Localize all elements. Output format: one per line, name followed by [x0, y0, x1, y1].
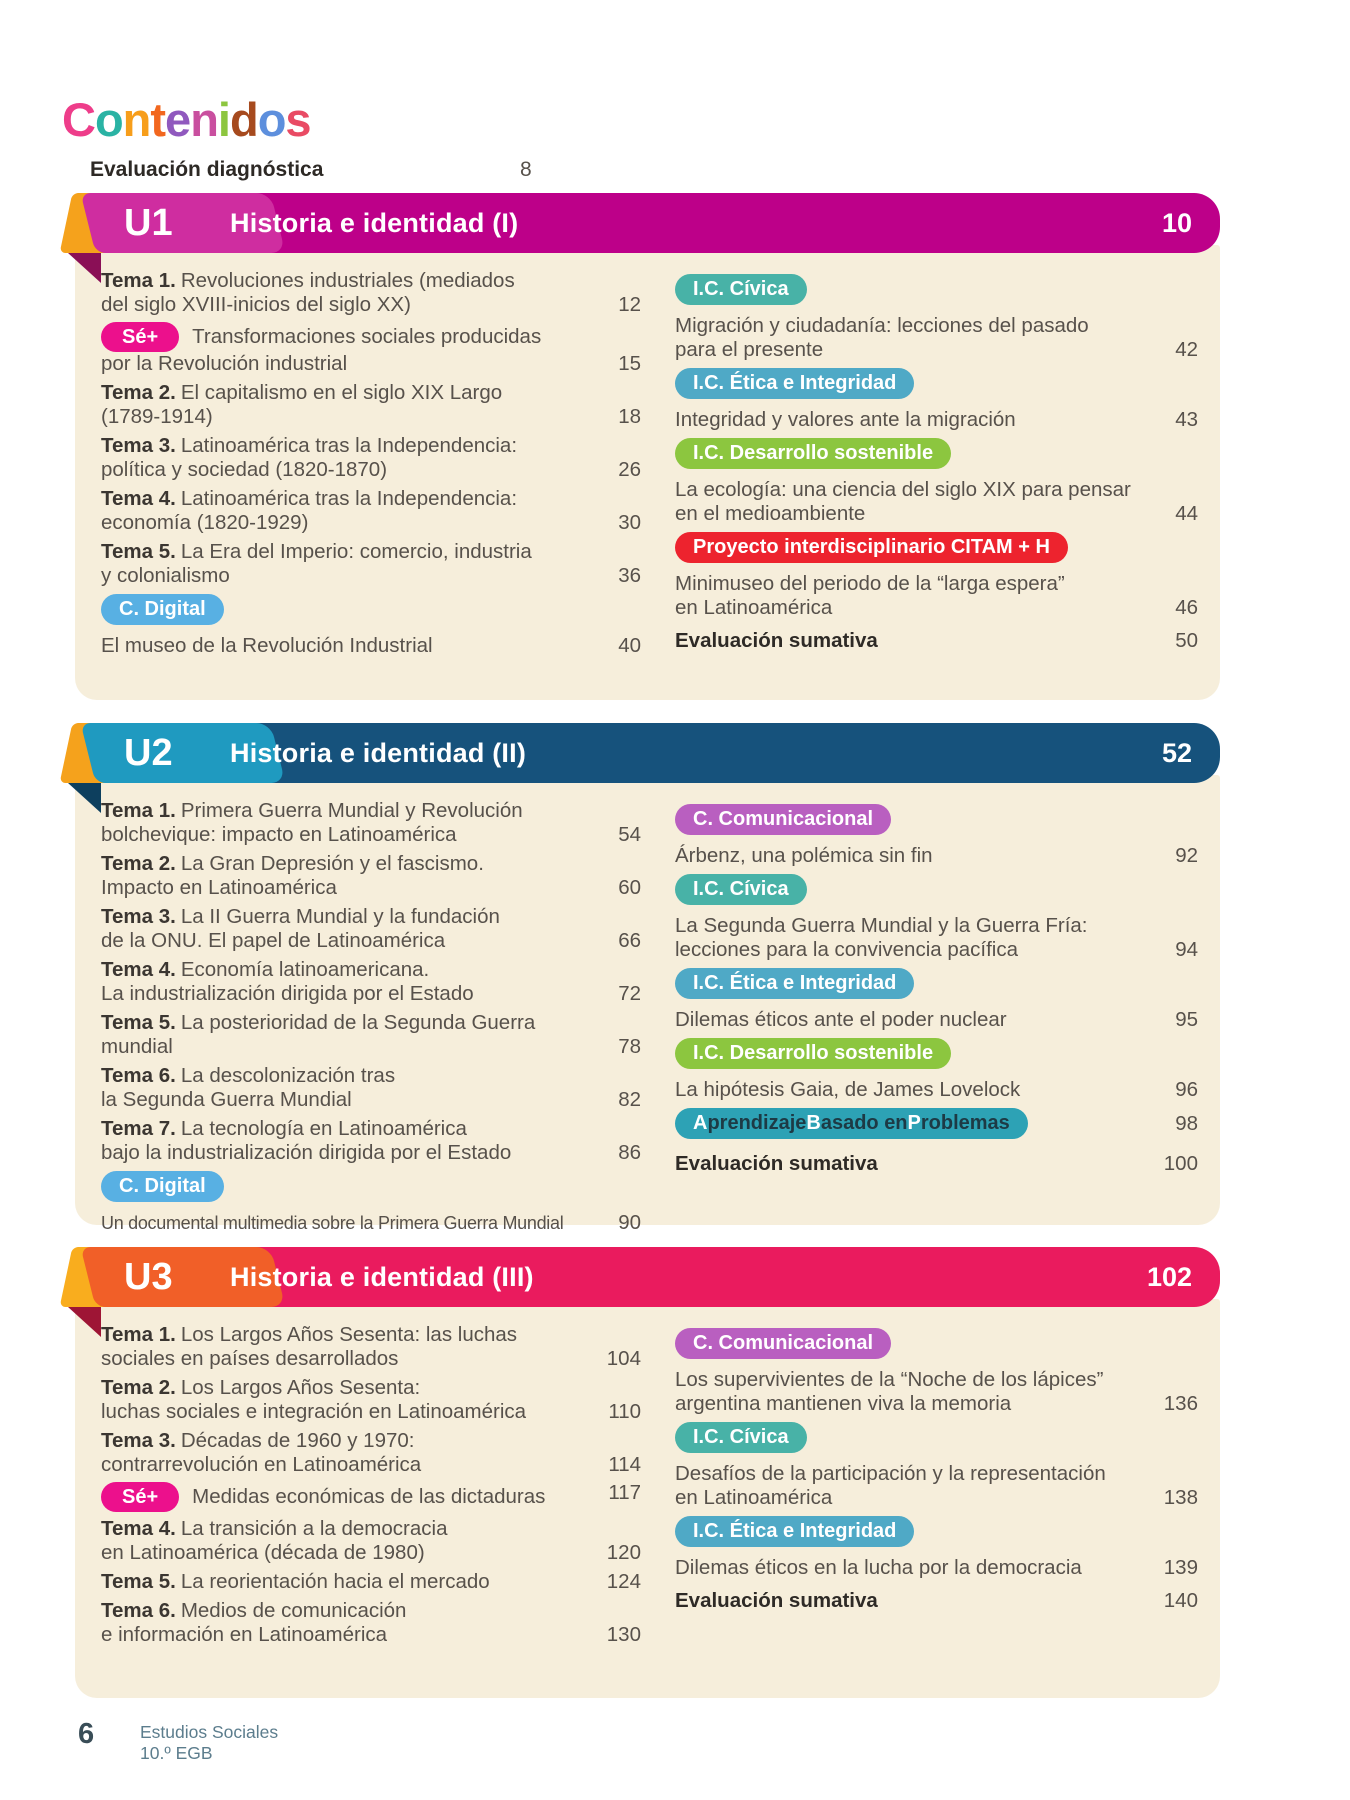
toc-block — [675, 1368, 1198, 1416]
toc-line: por la Revolución industrial — [101, 352, 348, 375]
toc-line: y colonialismo — [101, 564, 230, 587]
category-pill: I.C. Desarrollo sostenible — [675, 438, 951, 469]
tema-label: Tema 5. — [101, 540, 176, 563]
toc-page-number: 100 — [1163, 1152, 1198, 1175]
toc-line: Dilemas éticos en la lucha por la democracia — [675, 1556, 1082, 1579]
pill-text-segment: P — [907, 1112, 921, 1134]
category-pill: I.C. Cívica — [675, 1422, 807, 1453]
toc-line: El museo de la Revolución Industrial — [101, 634, 433, 657]
pill-text-segment: prendizaje — [707, 1112, 807, 1134]
tema-label: Tema 4. — [101, 958, 176, 981]
toc-line: Tema 3. Décadas de 1960 y 1970: — [101, 1429, 415, 1452]
unit-right-column — [675, 1327, 1198, 1618]
toc-block — [101, 540, 641, 588]
toc-page-number: 95 — [1175, 1008, 1198, 1031]
unit-section — [62, 723, 1220, 1234]
toc-line: lecciones para la convivencia pacífica — [675, 938, 1018, 961]
toc-page-number: 138 — [1163, 1486, 1198, 1509]
toc-page-number: 98 — [1175, 1112, 1198, 1135]
toc-line: Evaluación sumativa — [675, 1152, 878, 1175]
toc-page-number: 104 — [606, 1347, 641, 1370]
toc-page-number: 44 — [1175, 502, 1198, 525]
unit-banner — [62, 193, 1220, 253]
unit-right-column — [675, 273, 1198, 658]
se-plus-pill: Sé+ — [101, 1482, 179, 1512]
toc-page-number: 60 — [618, 876, 641, 899]
se-plus-row — [101, 322, 581, 352]
toc-block — [101, 1376, 641, 1424]
toc-block — [101, 905, 641, 953]
unit-panel — [75, 775, 1220, 1234]
tema-label: Tema 4. — [101, 1517, 176, 1540]
unit-section — [62, 1247, 1220, 1698]
toc-block — [675, 478, 1198, 526]
toc-line: Medidas económicas de las dictaduras — [192, 1485, 546, 1508]
title-letter: e — [165, 93, 191, 146]
toc-line: e información en Latinoamérica — [101, 1623, 388, 1646]
title-letter: s — [285, 93, 311, 146]
footer-meta — [140, 1722, 278, 1764]
page-title — [62, 92, 311, 147]
toc-block — [101, 269, 641, 317]
toc-block — [101, 1323, 641, 1371]
unit-left-column — [88, 799, 641, 1240]
title-letter: o — [257, 93, 286, 146]
toc-line: en Latinoamérica — [675, 596, 833, 619]
toc-page-number: 86 — [618, 1141, 641, 1164]
toc-block — [675, 1008, 1198, 1032]
tema-label: Tema 2. — [101, 852, 176, 875]
diagnostic-page-number: 8 — [520, 158, 532, 181]
toc-line: Tema 4. La transición a la democracia — [101, 1517, 448, 1540]
title-letter: i — [217, 93, 230, 146]
toc-page-number: 78 — [618, 1035, 641, 1058]
tema-label: Tema 6. — [101, 1599, 176, 1622]
toc-page-number: 43 — [1175, 408, 1198, 431]
toc-block — [101, 1429, 641, 1477]
toc-line: Tema 2. Los Largos Años Sesenta: — [101, 1376, 421, 1399]
toc-line: La hipótesis Gaia, de James Lovelock — [675, 1078, 1021, 1101]
toc-page-number: 82 — [618, 1088, 641, 1111]
toc-block — [675, 1078, 1198, 1102]
toc-block — [101, 1517, 641, 1565]
toc-block — [101, 593, 641, 629]
toc-block — [101, 434, 641, 482]
title-letter: d — [229, 93, 258, 146]
tema-label: Tema 1. — [101, 269, 176, 292]
unit-title: Historia e identidad (III) — [230, 1261, 534, 1292]
unit-right-column — [675, 803, 1198, 1181]
toc-block — [101, 1599, 641, 1647]
toc-block — [101, 1011, 641, 1059]
toc-line: Impacto en Latinoamérica — [101, 876, 337, 899]
toc-line: en Latinoamérica — [675, 1486, 833, 1509]
toc-line: para el presente — [675, 338, 824, 361]
pill-text-segment: B — [806, 1112, 821, 1134]
toc-line: Tema 1. Primera Guerra Mundial y Revolución — [101, 799, 523, 822]
toc-line: Tema 1. Revoluciones industriales (mediados — [101, 269, 515, 292]
toc-page-number: 54 — [618, 823, 641, 846]
toc-page-number: 26 — [618, 458, 641, 481]
unit-page-number: 10 — [1161, 207, 1192, 238]
toc-block — [675, 1515, 1198, 1551]
toc-page-number: 15 — [618, 352, 641, 375]
unit-panel — [75, 1299, 1220, 1698]
category-pill: C. Digital — [101, 1171, 224, 1202]
toc-page-number: 12 — [618, 293, 641, 316]
toc-block — [675, 1037, 1198, 1073]
toc-line: Tema 5. La posterioridad de la Segunda Guerra mundial — [101, 1011, 536, 1058]
diagnostic-label: Evaluación diagnóstica — [90, 158, 324, 181]
toc-page-number: 114 — [608, 1453, 641, 1476]
toc-line: Migración y ciudadanía: lecciones del pasado — [675, 314, 1089, 337]
toc-page-number: 130 — [606, 1623, 641, 1646]
toc-page-number: 30 — [618, 511, 641, 534]
toc-line: sociales en países desarrollados — [101, 1347, 399, 1370]
toc-block — [101, 958, 641, 1006]
toc-block — [675, 273, 1198, 309]
unit-page-number: 52 — [1161, 737, 1192, 768]
toc-block — [675, 1327, 1198, 1363]
toc-line: La industrialización dirigida por el Estado — [101, 982, 474, 1005]
toc-line: Tema 3. La II Guerra Mundial y la fundación — [101, 905, 500, 928]
toc-page-number: 66 — [618, 929, 641, 952]
toc-block — [101, 799, 641, 847]
toc-page-number: 124 — [606, 1570, 641, 1593]
toc-page-number: 120 — [606, 1541, 641, 1564]
footer-book-title: Estudios Sociales — [140, 1722, 279, 1742]
toc-block — [675, 1421, 1198, 1457]
unit-panel — [75, 245, 1220, 700]
tema-label: Tema 5. — [101, 1570, 176, 1593]
toc-page-number: 50 — [1175, 629, 1198, 652]
toc-block — [101, 1482, 641, 1512]
toc-block — [675, 844, 1198, 868]
toc-block — [675, 1556, 1198, 1580]
toc-line: Tema 7. La tecnología en Latinoamérica — [101, 1117, 467, 1140]
toc-line: Dilemas éticos ante el poder nuclear — [675, 1008, 1007, 1031]
toc-line: de la ONU. El papel de Latinoamérica — [101, 929, 446, 952]
tema-label: Tema 4. — [101, 487, 176, 510]
pill-text-segment: roblemas — [920, 1112, 1010, 1134]
unit-code: U1 — [124, 201, 173, 244]
toc-line: Tema 3. Latinoamérica tras la Independencia: — [101, 434, 518, 457]
tema-label: Tema 3. — [101, 1429, 176, 1452]
tema-label: Tema 7. — [101, 1117, 176, 1140]
toc-block — [675, 531, 1198, 567]
toc-line: Tema 5. La reorientación hacia el mercado — [101, 1570, 490, 1593]
toc-line: Evaluación sumativa — [675, 629, 878, 652]
toc-block — [675, 629, 1198, 653]
se-plus-row — [101, 1482, 581, 1512]
toc-line: en Latinoamérica (década de 1980) — [101, 1541, 425, 1564]
toc-block — [101, 1570, 641, 1594]
toc-block — [675, 314, 1198, 362]
toc-line: Los supervivientes de la “Noche de los lápices” — [675, 1368, 1104, 1391]
toc-block — [675, 437, 1198, 473]
toc-line: Tema 6. La descolonización tras — [101, 1064, 396, 1087]
toc-line: la Segunda Guerra Mundial — [101, 1088, 352, 1111]
toc-line: política y sociedad (1820-1870) — [101, 458, 388, 481]
toc-line: Un documental multimedia sobre la Primera Guerra Mundial — [101, 1213, 564, 1233]
toc-page-number: 140 — [1163, 1589, 1198, 1612]
unit-banner — [62, 723, 1220, 783]
tema-label: Tema 5. — [101, 1011, 176, 1034]
title-letter: t — [150, 93, 166, 146]
category-pill: I.C. Ética e Integridad — [675, 1516, 914, 1547]
toc-line: luchas sociales e integración en Latinoamérica — [101, 1400, 527, 1423]
title-letter: o — [94, 93, 123, 146]
toc-page-number: 117 — [608, 1481, 641, 1504]
category-pill: I.C. Ética e Integridad — [675, 968, 914, 999]
toc-line: economía (1820-1929) — [101, 511, 309, 534]
toc-block — [675, 803, 1198, 839]
unit-left-column — [88, 1323, 641, 1652]
toc-line: argentina mantienen viva la memoria — [675, 1392, 1012, 1415]
toc-page-number: 92 — [1175, 844, 1198, 867]
abp-pill — [675, 1108, 1028, 1139]
toc-line: Tema 4. Economía latinoamericana. — [101, 958, 430, 981]
toc-block — [101, 1117, 641, 1165]
category-pill: Proyecto interdisciplinario CITAM + H — [675, 532, 1068, 563]
toc-line: Árbenz, una polémica sin fin — [675, 844, 933, 867]
toc-block — [101, 1064, 641, 1112]
title-letter: n — [190, 93, 218, 146]
toc-block — [675, 367, 1198, 403]
toc-line: Tema 2. La Gran Depresión y el fascismo. — [101, 852, 484, 875]
tema-label: Tema 3. — [101, 905, 176, 928]
toc-page-number: 110 — [608, 1400, 641, 1423]
category-pill: I.C. Cívica — [675, 874, 807, 905]
toc-page-number: 136 — [1163, 1392, 1198, 1415]
unit-section — [62, 193, 1220, 700]
toc-line: Evaluación sumativa — [675, 1589, 878, 1612]
tema-label: Tema 1. — [101, 1323, 176, 1346]
toc-line: Tema 2. El capitalismo en el siglo XIX Largo — [101, 381, 503, 404]
toc-block — [101, 634, 641, 658]
toc-page-number: 42 — [1175, 338, 1198, 361]
toc-block — [101, 1170, 641, 1206]
toc-block — [675, 914, 1198, 962]
toc-line: contrarrevolución en Latinoamérica — [101, 1453, 422, 1476]
toc-page-number: 90 — [618, 1211, 641, 1234]
toc-line: Tema 6. Medios de comunicación — [101, 1599, 407, 1622]
toc-page-number: 18 — [618, 405, 641, 428]
title-letter: n — [122, 93, 151, 146]
tema-label: Tema 1. — [101, 799, 176, 822]
category-pill: C. Digital — [101, 594, 224, 625]
unit-banner — [62, 1247, 1220, 1307]
footer-page-number: 6 — [78, 1718, 95, 1750]
pill-text-segment: A — [693, 1112, 708, 1134]
category-pill: I.C. Cívica — [675, 274, 807, 305]
toc-page-number: 40 — [618, 634, 641, 657]
toc-line: Minimuseo del periodo de la “larga espera” — [675, 572, 1065, 595]
toc-block — [101, 322, 641, 376]
toc-page-number: 36 — [618, 564, 641, 587]
tema-label: Tema 6. — [101, 1064, 176, 1087]
toc-line: Tema 4. Latinoamérica tras la Independencia: — [101, 487, 518, 510]
toc-block — [101, 381, 641, 429]
toc-page-number: 46 — [1175, 596, 1198, 619]
toc-block — [675, 967, 1198, 1003]
toc-block — [101, 852, 641, 900]
diagnostic-entry — [90, 158, 610, 184]
unit-code: U2 — [124, 731, 173, 774]
toc-line: La ecología: una ciencia del siglo XIX para pensar — [675, 478, 1131, 501]
footer-grade: 10.º EGB — [140, 1743, 213, 1763]
tema-label: Tema 3. — [101, 434, 176, 457]
title-letter: C — [62, 93, 95, 146]
toc-line: (1789-1914) — [101, 405, 213, 428]
toc-block — [675, 1107, 1198, 1143]
unit-title: Historia e identidad (I) — [230, 207, 519, 238]
toc-block — [675, 1589, 1198, 1613]
se-plus-pill: Sé+ — [101, 322, 179, 352]
toc-block — [675, 408, 1198, 432]
toc-line: Integridad y valores ante la migración — [675, 408, 1016, 431]
toc-block — [675, 1462, 1198, 1510]
pill-text-segment: asado en — [820, 1112, 908, 1134]
toc-line: Transformaciones sociales producidas — [192, 325, 542, 348]
toc-line: La Segunda Guerra Mundial y la Guerra Fría: — [675, 914, 1088, 937]
unit-title: Historia e identidad (II) — [230, 737, 527, 768]
toc-block — [675, 572, 1198, 620]
toc-line: Tema 1. Los Largos Años Sesenta: las luchas — [101, 1323, 518, 1346]
tema-label: Tema 2. — [101, 1376, 176, 1399]
tema-label: Tema 2. — [101, 381, 176, 404]
toc-block — [675, 1152, 1198, 1176]
category-pill: I.C. Desarrollo sostenible — [675, 1038, 951, 1069]
category-pill: C. Comunicacional — [675, 1328, 891, 1359]
toc-line: Tema 5. La Era del Imperio: comercio, industria — [101, 540, 532, 563]
toc-block — [101, 487, 641, 535]
unit-code: U3 — [124, 1255, 173, 1298]
category-pill: C. Comunicacional — [675, 804, 891, 835]
toc-line: bolchevique: impacto en Latinoamérica — [101, 823, 457, 846]
toc-line: bajo la industrialización dirigida por el Estado — [101, 1141, 512, 1164]
unit-left-column — [88, 269, 641, 663]
toc-page-number: 139 — [1163, 1556, 1198, 1579]
unit-page-number: 102 — [1146, 1261, 1192, 1292]
category-pill: I.C. Ética e Integridad — [675, 368, 914, 399]
toc-page-number: 96 — [1175, 1078, 1198, 1101]
toc-block — [101, 1211, 641, 1235]
toc-line: del siglo XVIII-inicios del siglo XX) — [101, 293, 411, 316]
toc-page-number: 72 — [618, 982, 641, 1005]
toc-block — [675, 873, 1198, 909]
toc-line: en el medioambiente — [675, 502, 866, 525]
toc-page-number: 94 — [1175, 938, 1198, 961]
toc-line: Desafíos de la participación y la representación — [675, 1462, 1106, 1485]
